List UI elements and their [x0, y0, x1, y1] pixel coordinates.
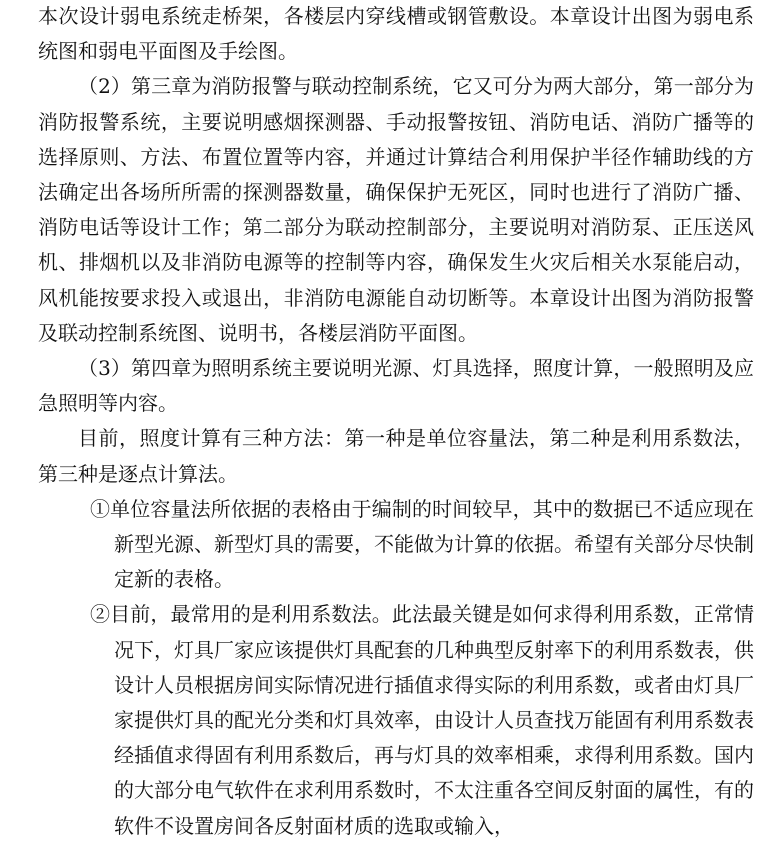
paragraph-chapter3-fire-alarm: （2）第三章为消防报警与联动控制系统，它又可分为两大部分，第一部分为消防报警系统，主要说明感烟探测器、手动报警按钮、消防电话、消防广播等的选择原则、方法、布置位置等内容，并通过计算结合利用保护半径作辅助线的方法确定出各场所所需的探测器数量，确保保护无死区，同时也进行了消防广播、消防电话等设计工作；第二部分为联动控制部分，主要说明对消防泵、正压送风机、排烟机以及非消防电源等的控制等内容，确保发生火灾后相关水泵能启动，风机能按要求投入或退出，非消防电源能自动切断等。本章设计出图为消防报警及联动控制系统图、说明书，各楼层消防平面图。: [38, 74, 754, 345]
list-item-unit-capacity-method: ①单位容量法所依据的表格由于编制的时间较早，其中的数据已不适应现在新型光源、新型灯具的需要，不能做为计算的依据。希望有关部分尽快制定新的表格。: [90, 496, 754, 592]
paragraph-chapter4-lighting: （3）第四章为照明系统主要说明光源、灯具选择，照度计算，一般照明及应急照明等内容。: [38, 356, 754, 416]
document-page: [38, 0, 754, 844]
list-item-utilization-factor-method: ②目前，最常用的是利用系数法。此法最关键是如何求得利用系数，正常情况下，灯具厂家应该提供灯具配套的几种典型反射率下的利用系数表，供设计人员根据房间实际情况进行插值求得实际的利用系数，或者由灯具厂家提供灯具的配光分类和灯具效率，由设计人员查找万能固有利用系数表经插值求得固有利用系数后，再与灯具的效率相乘，求得利用系数。国内的大部分电气软件在求利用系数时，不太注重各空间反射面的属性，有的软件不设置房间各反射面材质的选取或输入，: [90, 602, 754, 838]
paragraph-illuminance-methods: 目前，照度计算有三种方法：第一种是单位容量法，第二种是利用系数法，第三种是逐点计算法。: [38, 426, 754, 486]
paragraph-weak-current-summary: 本次设计弱电系统走桥架，各楼层内穿线槽或钢管敷设。本章设计出图为弱电系统图和弱电平面图及手绘图。: [38, 4, 754, 64]
